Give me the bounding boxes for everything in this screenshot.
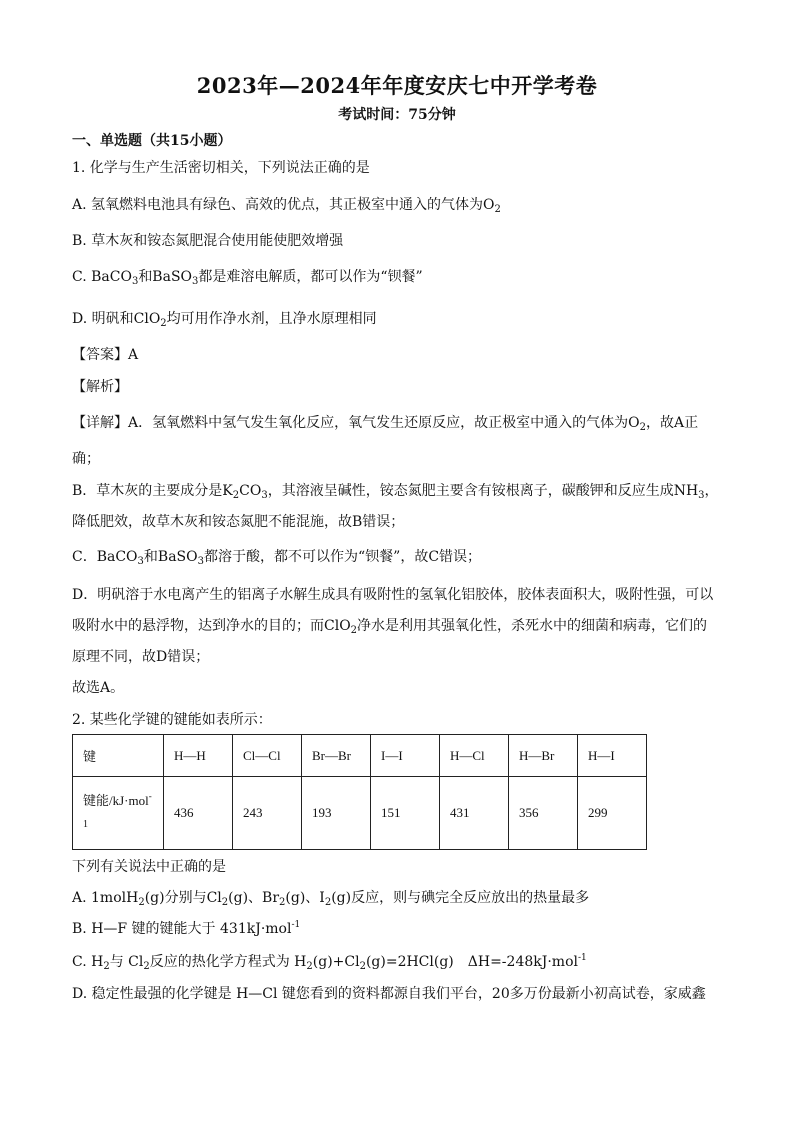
- table-cell: 151: [371, 777, 440, 850]
- q1-detail-a: 【详解】A．氢氧燃料中氢气发生氧化反应，氧气发生还原反应，故正极室中通入的气体为$O_2$，故A正: [72, 415, 699, 433]
- q1-option-a: A. 氢氧燃料电池具有绿色、高效的优点，其正极室中通入的气体为$O_2$: [72, 197, 501, 215]
- exam-time: 考试时间：75分钟: [338, 107, 456, 123]
- table-cell: H—Br: [509, 735, 578, 777]
- table-cell: 436: [164, 777, 233, 850]
- table-cell: 193: [302, 777, 371, 850]
- table-cell: H—Cl: [440, 735, 509, 777]
- q1-stem: 1. 化学与生产生活密切相关，下列说法正确的是: [72, 160, 370, 176]
- q1-option-d: D. 明矾和ClO$_2$均可用作净水剂，且净水原理相同: [72, 311, 377, 329]
- q1-option-c: C. BaCO$_3$和BaSO$_3$都是难溶电解质，都可以作为“钡餐”: [72, 269, 423, 287]
- q1-detail-d: D．明矾溶于水电离产生的铝离子水解生成具有吸附性的氢氧化铝胶体，胶体表面积大，吸附性强，可以: [72, 587, 714, 603]
- q1-detail-a-cont: 确；: [72, 451, 100, 467]
- table-header-energy: 键能/kJ·mol- 1: [73, 777, 164, 850]
- page-title: 2023年—2024年年度安庆七中开学考卷: [196, 73, 598, 98]
- table-header-bond: 键: [73, 735, 164, 777]
- q2-after-table: 下列有关说法中正确的是: [72, 859, 226, 875]
- q1-analysis-tag: 【解析】: [72, 379, 128, 395]
- table-cell: I—I: [371, 735, 440, 777]
- table-cell: 243: [233, 777, 302, 850]
- table-row: [73, 777, 647, 850]
- section-heading: 一、单选题（共15小题）: [72, 133, 232, 149]
- q1-answer: 【答案】A: [72, 347, 139, 363]
- table-cell: H—H: [164, 735, 233, 777]
- q2-stem: 2. 某些化学键的键能如表所示：: [72, 712, 272, 728]
- table-cell: Br—Br: [302, 735, 371, 777]
- q1-detail-b-cont: 降低肥效，故草木灰和铵态氮肥不能混施，故B错误；: [72, 514, 405, 530]
- table-row: [73, 735, 647, 777]
- q1-conclusion: 故选A。: [72, 680, 125, 696]
- q1-detail-c: C．BaCO$_3$和BaSO$_3$都溶于酸，都不可以作为“钡餐”，故C错误；: [72, 549, 482, 567]
- q1-option-b: B. 草木灰和铵态氮肥混合使用能使肥效增强: [72, 233, 344, 249]
- table-cell: 431: [440, 777, 509, 850]
- q1-detail-d-line2: 吸附水中的悬浮物，达到净水的目的；而ClO$_2$净水是利用其强氧化性，杀死水中的细菌和病毒，它们的: [72, 618, 708, 636]
- q2-option-d: D. 稳定性最强的化学键是 H—Cl 键您看到的资料都源自我们平台，20多万份最新小初高试卷，家威鑫: [72, 986, 706, 1002]
- q1-detail-d-line3: 原理不同，故D错误；: [72, 649, 210, 665]
- table-cell: H—I: [578, 735, 647, 777]
- table-cell: 356: [509, 777, 578, 850]
- bond-energy-table: [72, 734, 647, 850]
- q2-option-b: B. H—F 键的键能大于 431kJ·mol$^{-1}$: [72, 920, 301, 937]
- q2-option-a: A. 1molH$_2$(g)分别与$Cl_2(g)$、$Br_2(g)$、$I_2(g)$反应，则与碘完全反应放出的热量最多: [72, 890, 590, 908]
- table-cell: Cl—Cl: [233, 735, 302, 777]
- table-cell: 299: [578, 777, 647, 850]
- q2-option-c: C. $H_2$与 $Cl_2$反应的热化学方程式为 $H_2(g)+Cl_2(g)=2HCl(g)$ ΔH=-248kJ·mol$^{-1}$: [72, 953, 587, 972]
- q1-detail-b: B．草木灰的主要成分是$K_2CO_3$，其溶液呈碱性，铵态氮肥主要含有铵根离子，碳酸钾和反应生成$NH_3$，: [72, 483, 719, 501]
